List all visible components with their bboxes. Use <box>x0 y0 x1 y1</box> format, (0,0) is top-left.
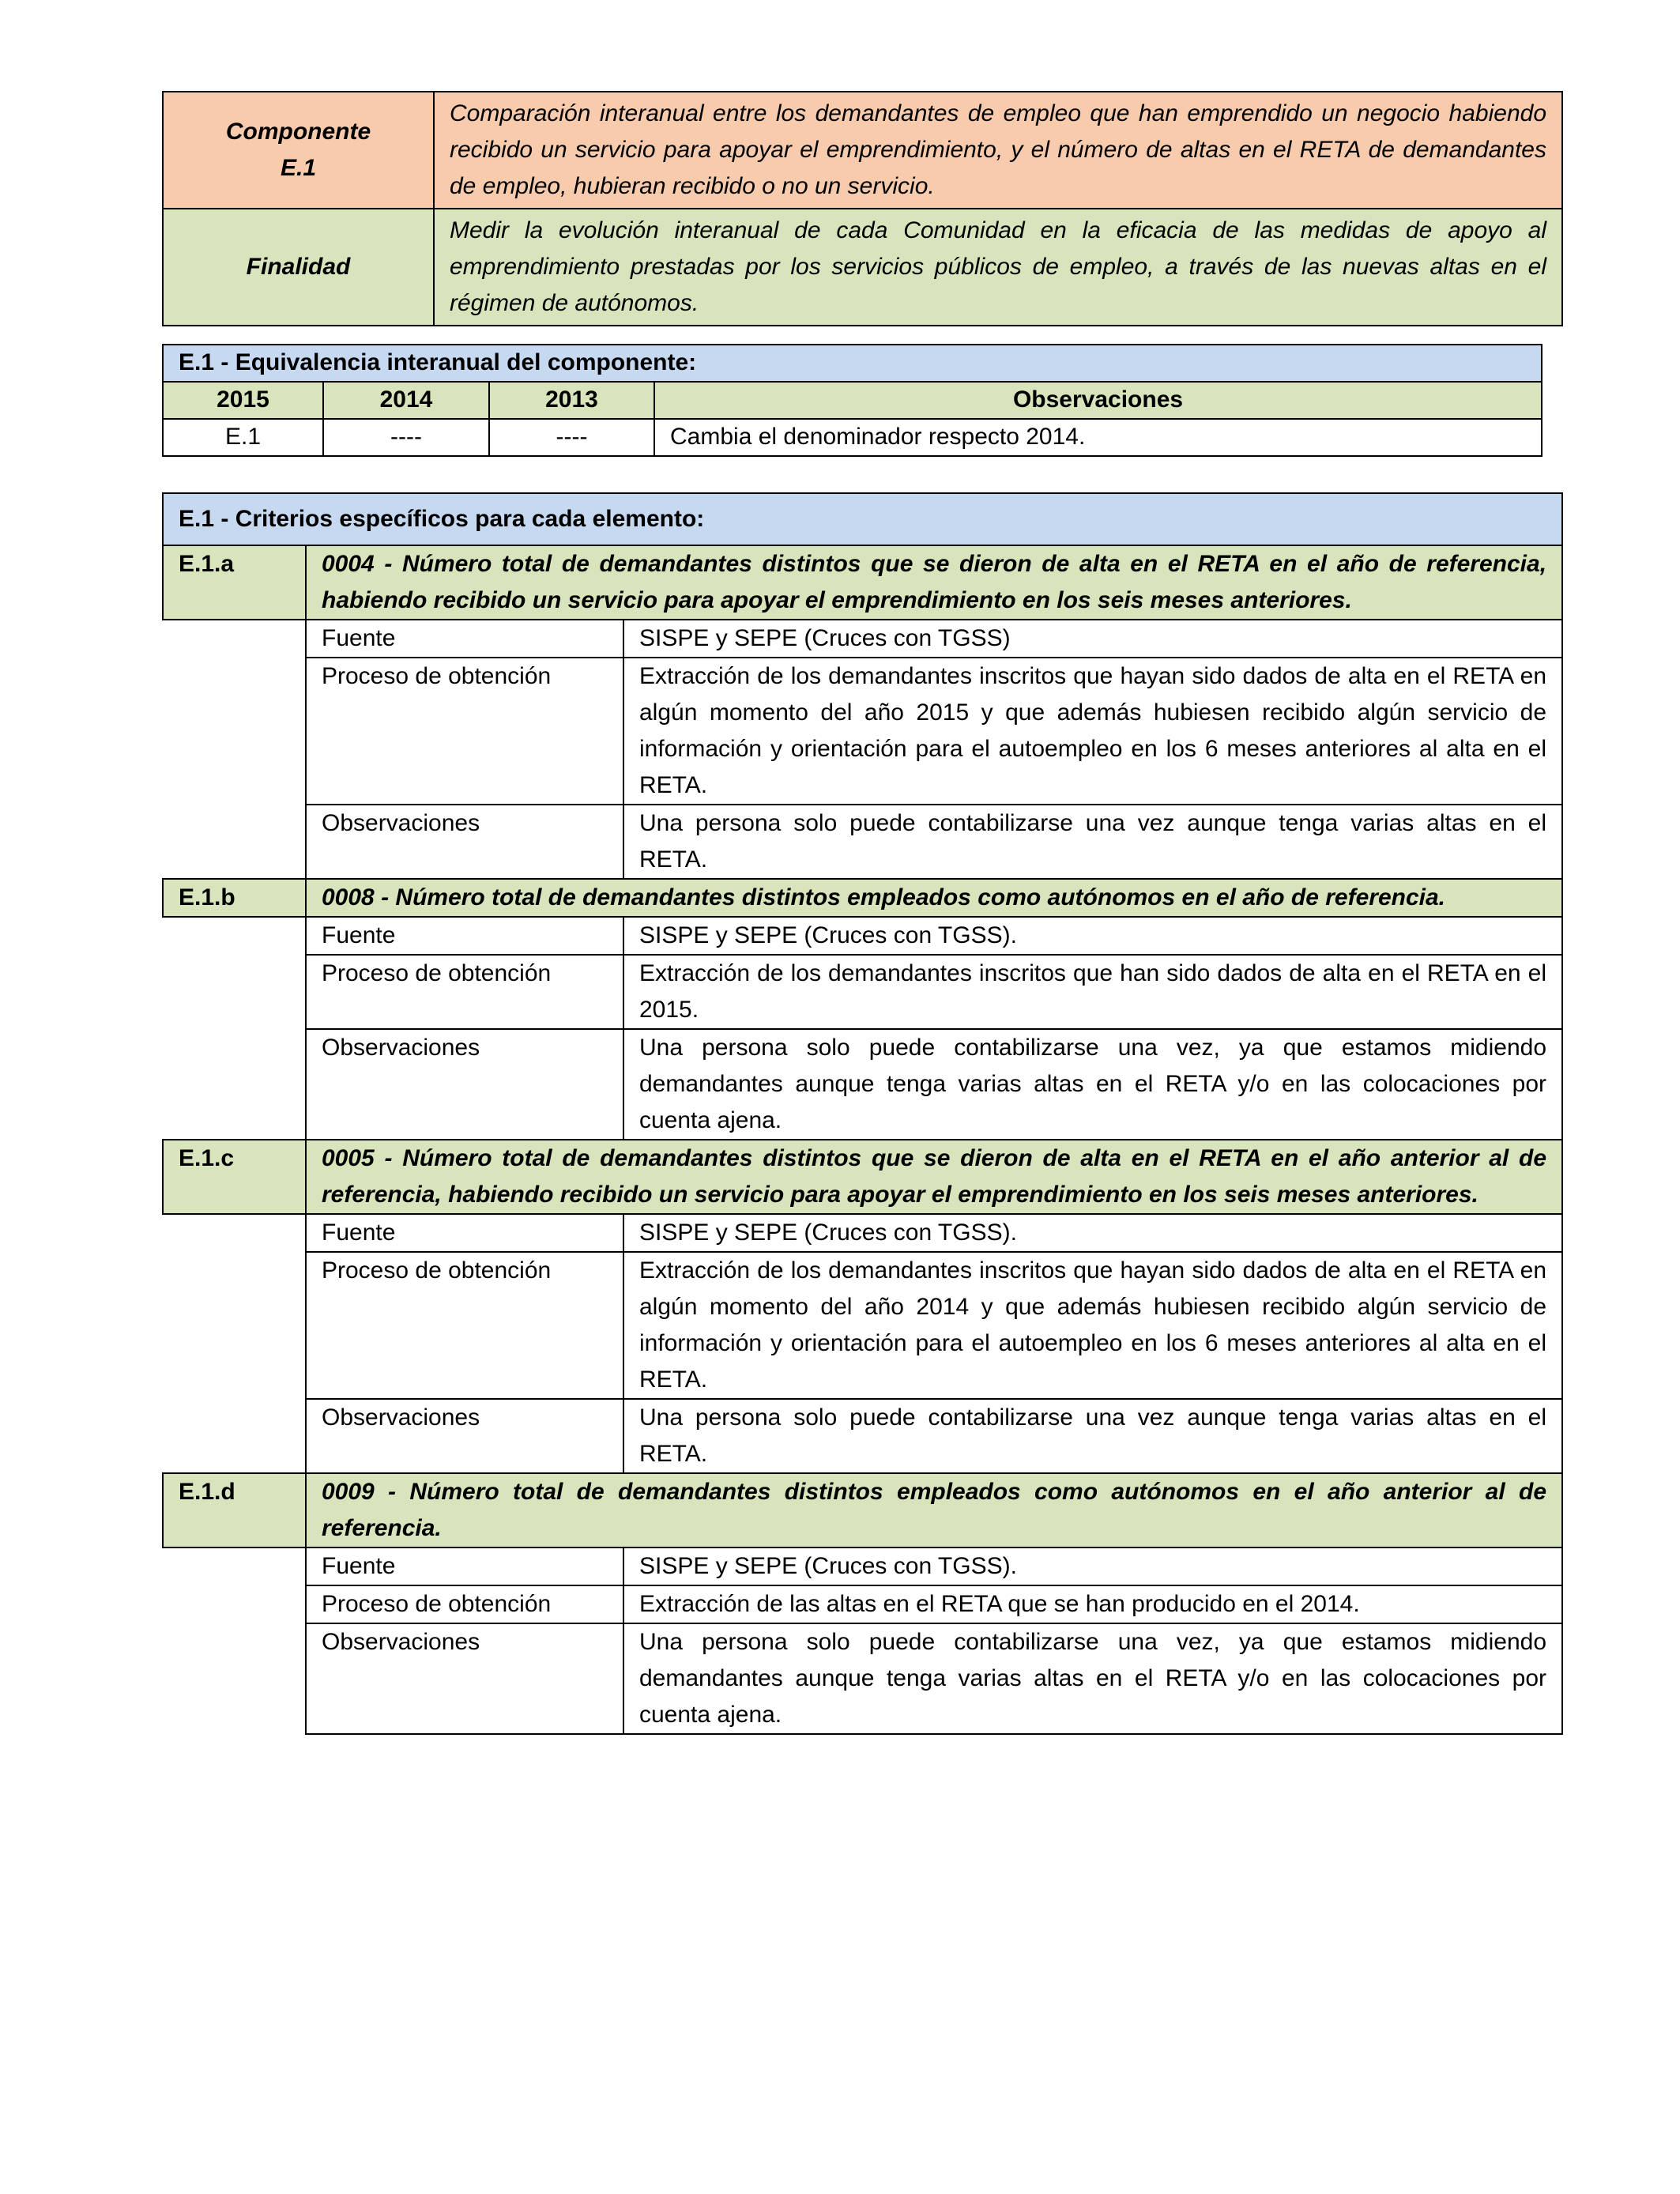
detail-value: Extracción de los demandantes inscritos que hayan sido dados de alta en el RETA en algún momento del año 2014 y que además hubiesen recibido algún servicio de información y orientación para el autoempleo en los 6 meses anteriores al alta en el RETA. <box>623 1252 1562 1399</box>
detail-label: Fuente <box>306 1214 623 1252</box>
element-code: E.1.b <box>163 879 306 917</box>
detail-value: Una persona solo puede contabilizarse una vez, ya que estamos midiendo demandantes aunque tenga varias altas en el RETA y/o en las colocaciones por cuenta ajena. <box>623 1029 1562 1140</box>
finalidad-label: Finalidad <box>163 209 434 326</box>
detail-row <box>163 1252 1562 1399</box>
equivalence-header-row <box>163 382 1542 419</box>
finalidad-row <box>163 209 1562 326</box>
detail-label: Proceso de obtención <box>306 658 623 805</box>
detail-label: Proceso de obtención <box>306 1252 623 1399</box>
detail-label: Observaciones <box>306 1029 623 1140</box>
element-header-row <box>163 545 1562 620</box>
cell-observaciones: Cambia el denominador respecto 2014. <box>654 419 1542 456</box>
criteria-title: E.1 - Criterios específicos para cada elemento: <box>163 493 1562 545</box>
detail-row <box>163 1399 1562 1473</box>
cell-2015: E.1 <box>163 419 323 456</box>
detail-label: Proceso de obtención <box>306 955 623 1029</box>
cell-2013: ---- <box>489 419 654 456</box>
detail-row <box>163 1623 1562 1734</box>
detail-value: Extracción de los demandantes inscritos que han sido dados de alta en el RETA en el 2015. <box>623 955 1562 1029</box>
detail-label: Fuente <box>306 917 623 955</box>
detail-value: Una persona solo puede contabilizarse una vez, ya que estamos midiendo demandantes aunque tenga varias altas en el RETA y/o en las colocaciones por cuenta ajena. <box>623 1623 1562 1734</box>
detail-value: SISPE y SEPE (Cruces con TGSS) <box>623 620 1562 658</box>
detail-label: Fuente <box>306 1547 623 1585</box>
cell-2014: ---- <box>323 419 489 456</box>
detail-row <box>163 805 1562 879</box>
detail-value: SISPE y SEPE (Cruces con TGSS). <box>623 1547 1562 1585</box>
element-header-row <box>163 879 1562 917</box>
detail-value: Extracción de las altas en el RETA que se han producido en el 2014. <box>623 1585 1562 1623</box>
element-header-row <box>163 1473 1562 1547</box>
element-header-row <box>163 1140 1562 1214</box>
detail-row <box>163 658 1562 805</box>
detail-label: Fuente <box>306 620 623 658</box>
detail-value: Una persona solo puede contabilizarse una vez aunque tenga varias altas en el RETA. <box>623 805 1562 879</box>
componente-text: Comparación interanual entre los demandantes de empleo que han emprendido un negocio habiendo recibido un servicio para apoyar el emprendimiento, y el número de altas en el RETA de demandantes de empleo, hubieran recibido o no un servicio. <box>434 92 1562 209</box>
componente-label-line2: E.1 <box>280 155 317 181</box>
finalidad-text: Medir la evolución interanual de cada Comunidad en la eficacia de las medidas de apoyo al emprendimiento prestadas por los servicios públicos de empleo, a través de las nuevas altas en el régimen de autónomos. <box>434 209 1562 326</box>
element-code: E.1.a <box>163 545 306 620</box>
element-title: 0004 - Número total de demandantes distintos que se dieron de alta en el RETA en el año de referencia, habiendo recibido un servicio para apoyar el emprendimiento en los seis meses anteriores. <box>306 545 1562 620</box>
component-table <box>162 91 1563 326</box>
header-2014: 2014 <box>323 382 489 419</box>
element-title: 0008 - Número total de demandantes distintos empleados como autónomos en el año de referencia. <box>306 879 1562 917</box>
element-title: 0005 - Número total de demandantes distintos que se dieron de alta en el RETA en el año anterior al de referencia, habiendo recibido un servicio para apoyar el emprendimiento en los seis meses anteriores. <box>306 1140 1562 1214</box>
header-observaciones: Observaciones <box>654 382 1542 419</box>
detail-label: Observaciones <box>306 1623 623 1734</box>
componente-label <box>163 92 434 209</box>
detail-row <box>163 917 1562 955</box>
detail-value: SISPE y SEPE (Cruces con TGSS). <box>623 917 1562 955</box>
equivalence-title: E.1 - Equivalencia interanual del componente: <box>163 345 1542 382</box>
detail-row <box>163 1029 1562 1140</box>
detail-row <box>163 1585 1562 1623</box>
detail-value: Extracción de los demandantes inscritos que hayan sido dados de alta en el RETA en algún momento del año 2015 y que además hubiesen recibido algún servicio de información y orientación para el autoempleo en los 6 meses anteriores al alta en el RETA. <box>623 658 1562 805</box>
detail-row <box>163 620 1562 658</box>
detail-label: Observaciones <box>306 1399 623 1473</box>
element-code: E.1.d <box>163 1473 306 1547</box>
equivalence-data-row <box>163 419 1542 456</box>
header-2015: 2015 <box>163 382 323 419</box>
detail-row <box>163 955 1562 1029</box>
detail-row <box>163 1214 1562 1252</box>
componente-row <box>163 92 1562 209</box>
equivalence-table <box>162 344 1543 457</box>
detail-label: Observaciones <box>306 805 623 879</box>
detail-label: Proceso de obtención <box>306 1585 623 1623</box>
componente-label-line1: Componente <box>225 119 371 145</box>
detail-value: SISPE y SEPE (Cruces con TGSS). <box>623 1214 1562 1252</box>
detail-row <box>163 1547 1562 1585</box>
criteria-table <box>162 492 1563 1735</box>
detail-value: Una persona solo puede contabilizarse una vez aunque tenga varias altas en el RETA. <box>623 1399 1562 1473</box>
element-code: E.1.c <box>163 1140 306 1214</box>
element-title: 0009 - Número total de demandantes distintos empleados como autónomos en el año anterior al de referencia. <box>306 1473 1562 1547</box>
header-2013: 2013 <box>489 382 654 419</box>
